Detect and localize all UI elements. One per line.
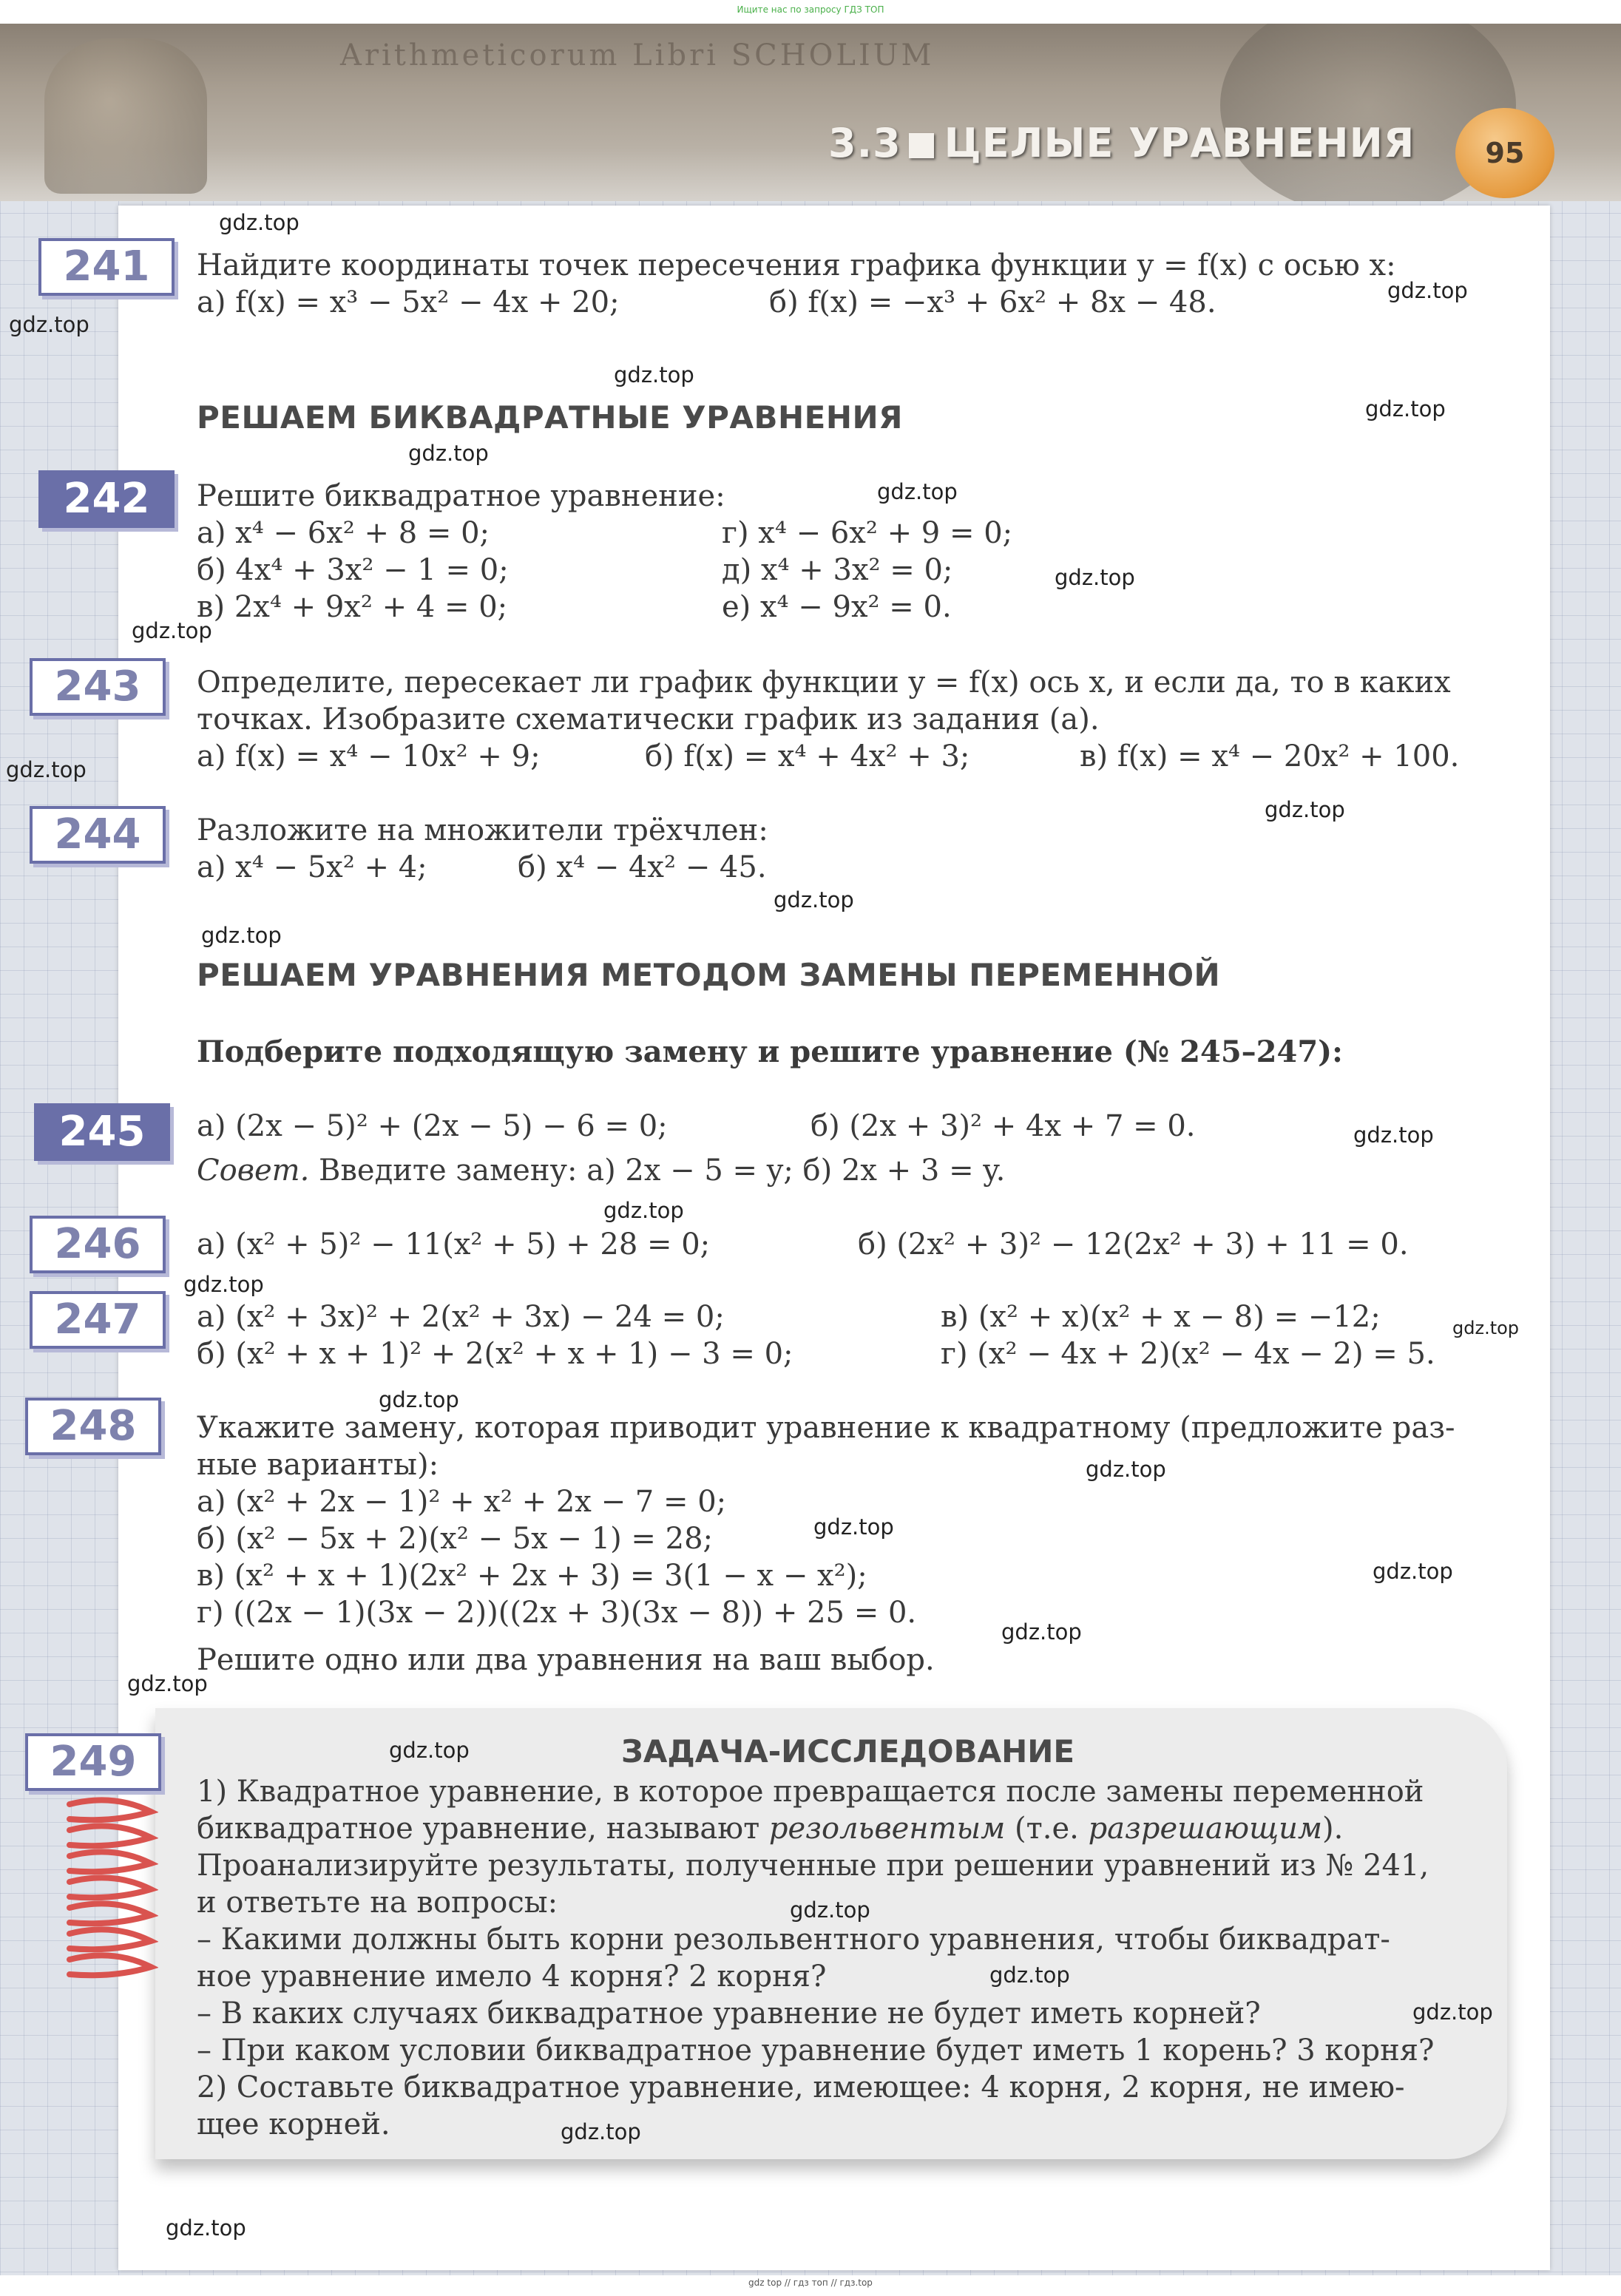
problem-249-l4: и ответьте на вопросы:	[197, 1886, 558, 1920]
hint-label: Совет.	[197, 1154, 310, 1188]
watermark: gdz.top	[183, 1272, 264, 1297]
watermark: gdz.top	[561, 2119, 641, 2144]
problem-242-a: а) x⁴ − 6x² + 8 = 0;	[197, 516, 490, 550]
problem-249-l8: – При каком условии биквадратное уравнение будет иметь 1 корень? 3 корня?	[197, 2033, 1435, 2068]
problem-248-tail: Решите одно или два уравнения на ваш выбор.	[197, 1643, 935, 1677]
problem-number-241: 241	[38, 238, 175, 296]
problem-241-text: Найдите координаты точек пересечения графика функции y = f(x) с осью x:	[197, 248, 1396, 282]
problem-243-b: б) f(x) = x⁴ + 4x² + 3;	[645, 739, 970, 773]
section-title	[828, 120, 1415, 179]
problem-number-243: 243	[30, 658, 166, 716]
watermark: gdz.top	[408, 441, 489, 466]
problem-248-g: г) ((2x − 1)(3x − 2))((2x + 3)(3x − 8)) + 25 = 0.	[197, 1596, 917, 1630]
problem-246-a: а) (x² + 5)² − 11(x² + 5) + 28 = 0;	[197, 1227, 711, 1262]
watermark: gdz.top	[603, 1198, 684, 1223]
watermark: gdz.top	[1055, 565, 1135, 590]
problem-249-l3: Проанализируйте результаты, полученные при решении уравнений из № 241,	[197, 1849, 1429, 1883]
watermark: gdz.top	[1387, 278, 1468, 303]
section-number: 3.3	[828, 120, 901, 166]
top-note: Ищите нас по запросу ГДЗ ТОП	[737, 4, 884, 15]
watermark: gdz.top	[1373, 1559, 1453, 1584]
problem-number-248: 248	[25, 1398, 161, 1455]
watermark: gdz.top	[389, 1738, 470, 1763]
problem-244-b: б) x⁴ − 4x² − 45.	[518, 850, 767, 884]
watermark: gdz.top	[379, 1387, 459, 1412]
l2-part-e: ).	[1322, 1812, 1344, 1846]
problem-248-v: в) (x² + x + 1)(2x² + 2x + 3) = 3(1 − x − x²);	[197, 1559, 867, 1593]
problem-247-v: в) (x² + x)(x² + x − 8) = −12;	[941, 1300, 1381, 1334]
l2-italic-resolvent: резольвентым	[768, 1812, 1006, 1846]
watermark: gdz.top	[790, 1897, 870, 1923]
problem-249-l2	[197, 1810, 1343, 1847]
spiral-binding-icon	[62, 1789, 158, 1982]
problem-244-text: Разложите на множители трёхчлен:	[197, 813, 768, 847]
page-header	[0, 24, 1621, 201]
problem-number-245: 245	[34, 1103, 170, 1161]
research-title: ЗАДАЧА-ИССЛЕДОВАНИЕ	[621, 1733, 1075, 1770]
watermark: gdz.top	[1365, 396, 1446, 421]
problem-247-g: г) (x² − 4x + 2)(x² − 4x − 2) = 5.	[941, 1337, 1435, 1371]
problem-248-b: б) (x² − 5x + 2)(x² − 5x − 1) = 28;	[197, 1522, 714, 1556]
problem-242-v: в) 2x⁴ + 9x² + 4 = 0;	[197, 590, 508, 624]
problem-248-line1: Укажите замену, которая приводит уравнение к квадратному (предложите раз-	[197, 1411, 1455, 1445]
watermark: gdz.top	[877, 479, 958, 504]
problem-245-hint-row	[197, 1152, 1005, 1189]
problem-242-b: б) 4x⁴ + 3x² − 1 = 0;	[197, 553, 509, 587]
problem-242-e: е) x⁴ − 9x² = 0.	[722, 590, 952, 624]
problem-242-text: Решите биквадратное уравнение:	[197, 479, 725, 513]
problem-number-242: 242	[38, 470, 175, 528]
watermark: gdz.top	[132, 618, 212, 643]
watermark: gdz.top	[166, 2215, 246, 2241]
watermark: gdz.top	[1353, 1122, 1434, 1148]
l2-part-a: биквадратное уравнение, называют	[197, 1812, 769, 1846]
problem-242-d: д) x⁴ + 3x² = 0;	[722, 553, 953, 587]
problem-241-a: а) f(x) = x³ − 5x² − 4x + 20;	[197, 285, 620, 319]
tower-illustration	[44, 38, 207, 194]
problem-number-246: 246	[30, 1216, 166, 1273]
watermark: gdz.top	[1412, 1999, 1493, 2025]
problem-249-l5: – Какими должны быть корни резольвентного уравнения, чтобы биквадрат-	[197, 1923, 1390, 1957]
heading-biquadratic: РЕШАЕМ БИКВАДРАТНЫЕ УРАВНЕНИЯ	[197, 399, 903, 436]
hint-text: Введите замену: а) 2x − 5 = y; б) 2x + 3 = y.	[319, 1154, 1006, 1188]
problem-245-b: б) (2x + 3)² + 4x + 7 = 0.	[810, 1109, 1196, 1143]
l2-italic-resolving: разрешающим	[1088, 1812, 1323, 1846]
problem-249-l10: щее корней.	[197, 2107, 390, 2141]
problem-number-247: 247	[30, 1291, 166, 1349]
problem-243-v: в) f(x) = x⁴ − 20x² + 100.	[1080, 739, 1460, 773]
watermark: gdz.top	[1001, 1619, 1082, 1645]
problem-number-249: 249	[25, 1733, 161, 1791]
square-icon	[909, 133, 934, 158]
subheading-245-247: Подберите подходящую замену и решите уравнение (№ 245–247):	[197, 1034, 1343, 1069]
watermark: gdz.top	[219, 210, 300, 235]
problem-247-b: б) (x² + x + 1)² + 2(x² + x + 1) − 3 = 0;	[197, 1337, 793, 1371]
problem-249-l7: – В каких случаях биквадратное уравнение не будет иметь корней?	[197, 1997, 1261, 2031]
problem-249-l6: ное уравнение имело 4 корня? 2 корня?	[197, 1960, 827, 1994]
page-number: 95	[1455, 108, 1554, 198]
heading-substitution: РЕШАЕМ УРАВНЕНИЯ МЕТОДОМ ЗАМЕНЫ ПЕРЕМЕННОЙ	[197, 957, 1221, 993]
header-background-text: Arithmeticorum Libri SCHOLIUM	[340, 38, 935, 72]
l2-part-c: (т.е.	[1005, 1812, 1089, 1846]
watermark: gdz.top	[989, 1963, 1070, 1988]
problem-249-l1: 1) Квадратное уравнение, в которое превращается после замены переменной	[197, 1775, 1424, 1809]
problem-247-a: а) (x² + 3x)² + 2(x² + 3x) − 24 = 0;	[197, 1300, 725, 1334]
problem-249-l9: 2) Составьте биквадратное уравнение, имеющее: 4 корня, 2 корня, не имею-	[197, 2070, 1405, 2104]
watermark: gdz.top	[1086, 1457, 1166, 1482]
watermark: gdz.top	[127, 1671, 208, 1696]
watermark: gdz.top	[1452, 1318, 1520, 1338]
problem-244-a: а) x⁴ − 5x² + 4;	[197, 850, 427, 884]
problem-246-b: б) (2x² + 3)² − 12(2x² + 3) + 11 = 0.	[858, 1227, 1409, 1262]
watermark: gdz.top	[614, 362, 694, 387]
watermark: gdz.top	[9, 312, 89, 337]
problem-248-line2: ные варианты):	[197, 1448, 439, 1482]
problem-243-line2: точках. Изобразите схематически график из задания (а).	[197, 702, 1100, 736]
watermark: gdz.top	[813, 1514, 894, 1540]
problem-242-g: г) x⁴ − 6x² + 9 = 0;	[722, 516, 1013, 550]
problem-241-b: б) f(x) = −x³ + 6x² + 8x − 48.	[769, 285, 1216, 319]
watermark: gdz.top	[6, 757, 87, 782]
watermark: gdz.top	[1265, 797, 1345, 822]
watermark: gdz.top	[201, 923, 282, 948]
problem-248-a: а) (x² + 2x − 1)² + x² + 2x − 7 = 0;	[197, 1485, 727, 1519]
problem-243-a: а) f(x) = x⁴ − 10x² + 9;	[197, 739, 541, 773]
problem-number-244: 244	[30, 806, 166, 864]
bottom-note: gdz top // гдз топ // гдз.top	[748, 2278, 873, 2288]
problem-245-a: а) (2x − 5)² + (2x − 5) − 6 = 0;	[197, 1109, 668, 1143]
watermark: gdz.top	[774, 887, 854, 912]
section-title-text: ЦЕЛЫЕ УРАВНЕНИЯ	[944, 120, 1415, 166]
problem-243-line1: Определите, пересекает ли график функции y = f(x) ось x, и если да, то в каких	[197, 666, 1451, 700]
